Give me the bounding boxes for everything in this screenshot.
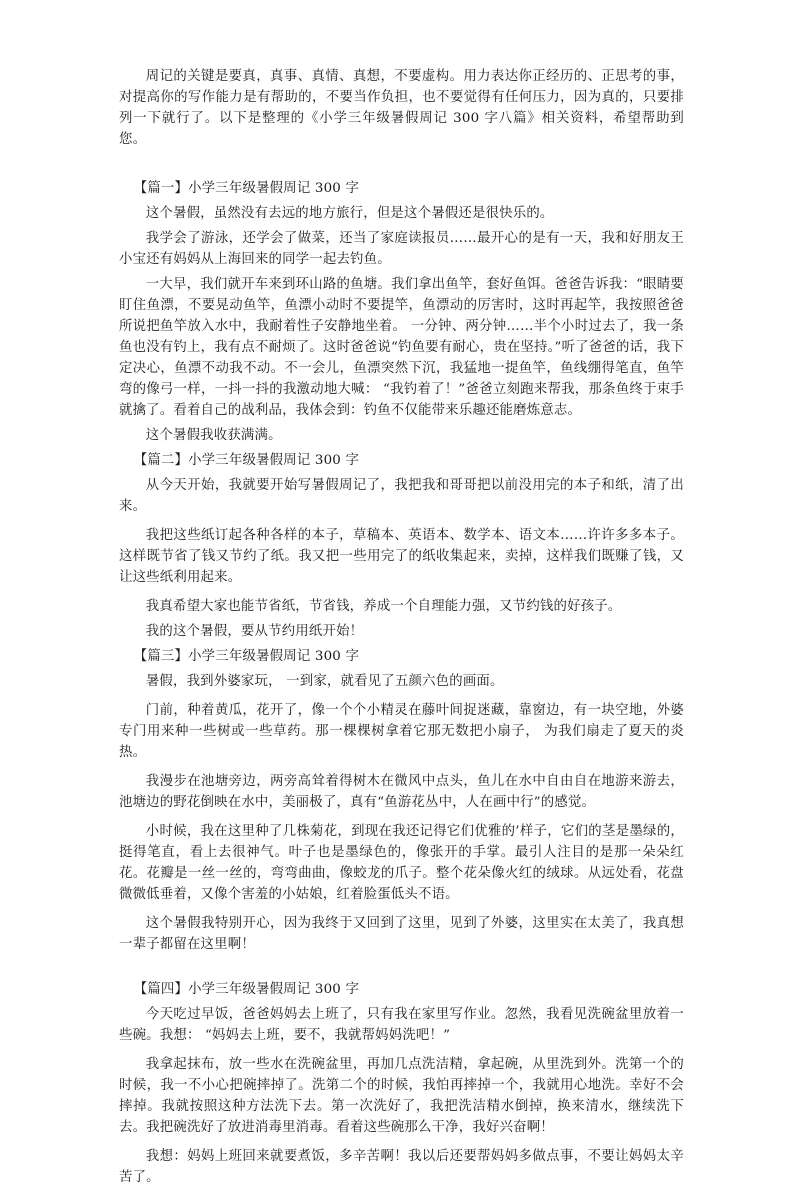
section-1-heading: 【篇一】小学三年级暑假周记 300 字 [133, 181, 360, 196]
section-4-heading: 【篇四】小学三年级暑假周记 300 字 [133, 982, 360, 997]
section-1-paragraph-2: 我学会了游泳，还学会了做菜，还当了家庭读报员……最开心的是有一天，我和好朋友王小宝还有妈妈从上海回来的同学一起去钓鱼。 [119, 231, 684, 267]
section-3-paragraph-3: 我漫步在池塘旁边，两旁高耸着得树木在微风中点头，鱼儿在水中自由自在地游来游去，池塘边的野花倒映在水中，美丽极了，真有“鱼游花丛中，人在画中行”的感觉。 [119, 774, 684, 810]
intro-paragraph: 周记的关键是要真，真事、真情、真想，不要虚构。用力表达你正经历的、正思考的事，对提高你的写作能力是有帮助的，不要当作负担，也不要觉得有任何压力，因为真的，只要排列一下就行了。以下是整理的《小学三年级暑假周记 300 字八篇》相关资料，希望帮助到您。 [119, 69, 684, 147]
section-1-paragraph-1: 这个暑假，虽然没有去远的地方旅行，但是这个暑假还是很快乐的。 [145, 206, 554, 221]
section-1-paragraph-4: 这个暑假我收获满满。 [145, 428, 282, 443]
section-3-paragraph-1: 暑假，我到外婆家玩， 一到家，就看见了五颜六色的画面。 [145, 674, 504, 689]
section-3-paragraph-4: 小时候，我在这里种了几株菊花，到现在我还记得它们优雅的’样子，它们的茎是墨绿的，挺得笔直，看上去很神气。叶子也是墨绿色的，像张开的手掌。最引人注目的是那一朵朵红花。花瓣是一丝一丝的，弯弯曲曲，像蛟龙的爪子。整个花朵像火红的绒球。从远处看，花盘微微低垂着，又像个害羞的小姑娘，红着脸蛋低头不语。 [119, 824, 684, 902]
section-3-paragraph-5: 这个暑假我特别开心，因为我终于又回到了这里，见到了外婆，这里实在太美了，我真想一辈子都留在这里啊！ [119, 916, 684, 952]
section-1-paragraph-3: 一大早，我们就开车来到环山路的鱼塘。我们拿出鱼竿，套好鱼饵。爸爸告诉我：“眼睛要盯住鱼漂，不要晃动鱼竿，鱼漂小动时不要提竿，鱼漂动的厉害时，这时再起竿，我按照爸爸所说把鱼竿放入水中，我耐着性子安静地坐着。 一分钟、两分钟……半个小时过去了，我一条鱼也没有钓上，我有点不耐烦了。这时爸爸说“钓鱼要有耐心，贵在坚持。”听了爸爸的话，我下定决心，鱼漂不动我不动。不一会儿，鱼漂突然下沉，我猛地一提鱼竿，鱼线绷得笔直，鱼竿弯的像弓一样，一抖一抖的我激动地大喊： “我钓着了！”爸爸立刻跑来帮我，那条鱼终于束手就擒了。看着自己的战利品，我体会到：钓鱼不仅能带来乐趣还能磨炼意志。 [119, 277, 684, 418]
section-2-heading: 【篇二】小学三年级暑假周记 300 字 [133, 453, 360, 468]
section-4-paragraph-1: 今天吃过早饭，爸爸妈妈去上班了，只有我在家里写作业。忽然，我看见洗碗盆里放着一些碗。我想： “妈妈去上班，要不，我就帮妈妈洗吧！” [119, 1007, 684, 1043]
section-2-paragraph-4: 我的这个暑假，要从节约用纸开始！ [145, 624, 364, 639]
section-4-paragraph-2: 我拿起抹布，放一些水在洗碗盆里，再加几点洗洁精，拿起碗，从里洗到外。洗第一个的时候，我一不小心把碗摔掉了。洗第二个的时候，我怕再摔掉一个，我就用心地洗。幸好不会摔掉。我就按照这种方法洗下去。第一次洗好了，我把洗洁精水倒掉，换来清水，继续洗下去。我把碗洗好了放进消毒里消毒。看着这些碗那么干净，我好兴奋啊！ [119, 1057, 684, 1135]
section-2-paragraph-3: 我真希望大家也能节省纸，节省钱，养成一个自理能力强，又节约钱的好孩子。 [145, 599, 622, 614]
document-page [119, 66, 684, 1188]
section-3-heading: 【篇三】小学三年级暑假周记 300 字 [133, 649, 360, 664]
section-3-paragraph-2: 门前，种着黄瓜，花开了，像一个个小精灵在藤叶间捉迷藏，靠窗边，有一块空地，外婆专门用来种一些树或一些草药。那一棵棵树拿着它那无数把小扇子， 为我们扇走了夏天的炎热。 [119, 703, 684, 760]
section-4-paragraph-3: 我想：妈妈上班回来就要煮饭，多辛苦啊！我以后还要帮妈妈多做点事，不要让妈妈太辛苦了。 [119, 1149, 684, 1185]
section-2-paragraph-2: 我把这些纸订起各种各样的本子，草稿本、英语本、数学本、语文本……许许多多本子。这样既节省了钱又节约了纸。我又把一些用完了的纸收集起来，卖掉，这样我们既赚了钱，又让这些纸利用起来。 [119, 528, 684, 585]
section-2-paragraph-1: 从今天开始，我就要开始写暑假周记了，我把我和哥哥把以前没用完的本子和纸，清了出来。 [119, 478, 684, 514]
